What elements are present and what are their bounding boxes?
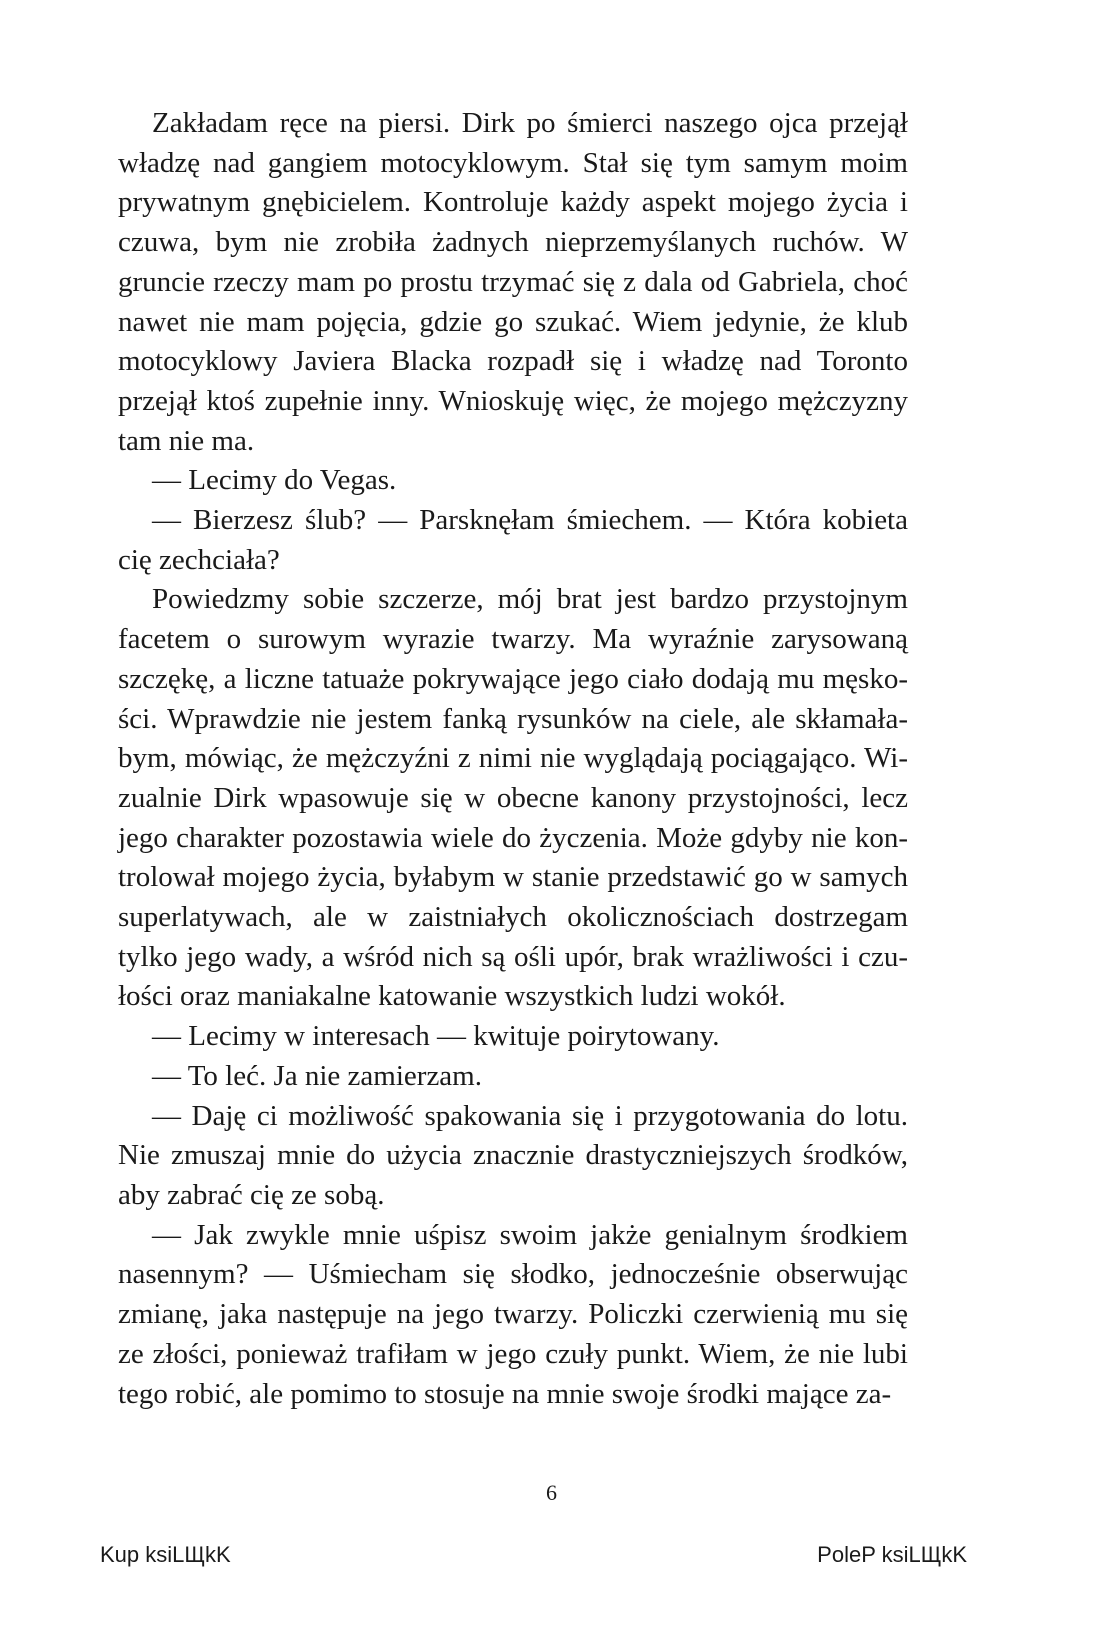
paragraph: Powiedzmy sobie szczerze, mój brat jest bardzo przystojnym facetem o surowym wyrazie twarzy. Ma wyraźnie zarysowaną szczękę, a liczne tatuaże pokrywające jego ciało dodają mu męskości. Wprawdzie nie jestem fanką rysunków na ciele, ale skłamałabym, mówiąc, że mężczyźni z nimi nie wyglądają pociągająco. Wizualnie Dirk wpasowuje się w obecne kanony przystojności, lecz jego charakter pozostawia wiele do życzenia. Może gdyby nie kontrolował mojego życia, byłabym w stanie przedstawić go w samych superlatywach, ale w zaistniałych okolicznościach dostrzegam tylko jego wady, a wśród nich są ośli upór, brak wrażliwości i czułości oraz maniakalne katowanie wszystkich ludzi wokół.: [118, 583, 908, 1013]
paragraph: — Lecimy do Vegas.: [152, 464, 397, 497]
page-body-text: [118, 104, 908, 1414]
paragraph: Zakładam ręce na piersi. Dirk po śmierci naszego ojca przejął władzę nad gangiem motocyklowym. Stał się tym samym moim prywatnym gnębicielem. Kontroluje każdy aspekt mojego życia i czuwa, bym nie zrobiła żadnych nieprzemyślanych ruchów. W gruncie rzeczy mam po prostu trzymać się z dala od Gabriela, choć nawet nie mam pojęcia, gdzie go szukać. Wiem jedynie, że klub motocyklowy Javiera Blacka rozpadł się i władzę nad Toronto przejął ktoś zupełnie inny. Wnioskuję więc, że mojego mężczyzny tam nie ma.: [118, 107, 908, 457]
paragraph: — Lecimy w interesach — kwituje poirytowany.: [152, 1020, 720, 1053]
recommend-book-link[interactable]: PoleP ksiLЩkK: [817, 1542, 967, 1567]
paragraph: — Bierzesz ślub? — Parsknęłam śmiechem. — Która kobieta cię zechciała?: [118, 504, 908, 576]
paragraph: — Daję ci możliwość spakowania się i przygotowania do lotu. Nie zmuszaj mnie do użycia znacznie drastyczniejszych środków, aby zabrać cię ze sobą.: [118, 1099, 908, 1211]
page-number: 6: [546, 1480, 557, 1505]
paragraph: — Jak zwykle mnie uśpisz swoim jakże genialnym środkiem nasennym? — Uśmiecham się słodko, jednocześnie obserwując zmianę, jaka następuje na jego twarzy. Policzki czerwienią mu się ze złości, ponieważ trafiłam w jego czuły punkt. Wiem, że nie lubi tego robić, ale pomimo to stosuje na mnie swoje środki mające za-: [118, 1218, 908, 1410]
paragraph: — To leć. Ja nie zamierzam.: [152, 1059, 482, 1092]
buy-book-link[interactable]: Kup ksiLЩkK: [100, 1542, 231, 1567]
